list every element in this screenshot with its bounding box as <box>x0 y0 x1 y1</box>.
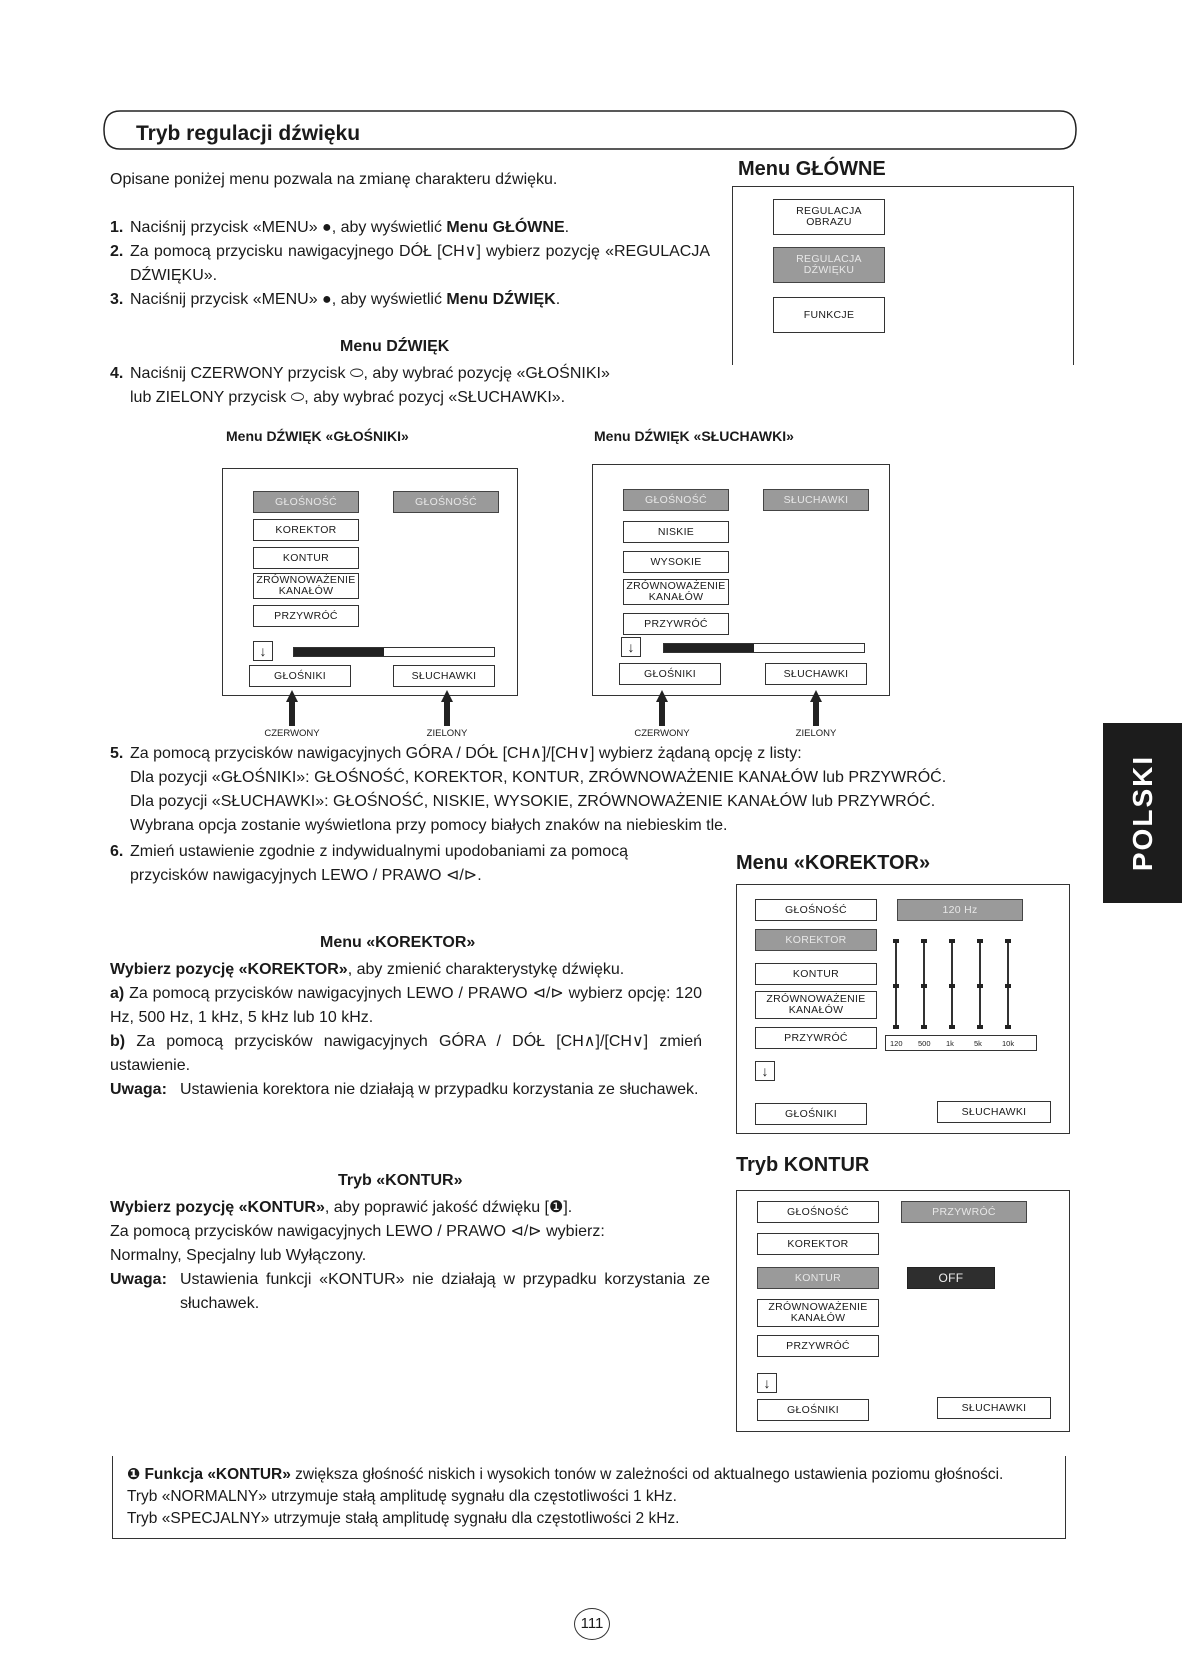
down-arrow-icon[interactable]: ↓ <box>755 1061 775 1081</box>
menu-item-kontur[interactable]: KONTUR <box>253 547 359 569</box>
menu-item-funkcje[interactable]: FUNKCJE <box>773 297 885 333</box>
eq-level-tick <box>893 984 899 988</box>
sluchawki-button[interactable]: SŁUCHAWKI <box>937 1101 1051 1123</box>
menu-glowne-panel <box>732 186 1074 365</box>
menu-item-zrownowazenie[interactable]: ZRÓWNOWAŻENIE KANAŁÓW <box>623 579 729 605</box>
eq-bottom-tick <box>921 1025 927 1029</box>
menu-item-korektor[interactable]: KOREKTOR <box>757 1233 879 1255</box>
eq-freq-label: 500 <box>918 1039 931 1048</box>
level-slider-fill <box>664 644 754 652</box>
korektor-panel <box>736 884 1070 1134</box>
eq-freq-label: 10k <box>1002 1039 1015 1048</box>
step-1: 1. Naciśnij przycisk «MENU» ●, aby wyświetlić Menu GŁÓWNE. <box>110 219 570 236</box>
menu-item-regulacja-obrazu[interactable]: REGULACJA OBRAZU <box>773 199 885 235</box>
eq-bottom-tick <box>977 1025 983 1029</box>
eq-level-tick <box>977 984 983 988</box>
eq-freq-label: 5k <box>974 1039 982 1048</box>
eq-freq-label: 120 <box>890 1039 903 1048</box>
glosniki-button[interactable]: GŁOŚNIKI <box>249 665 351 687</box>
kontur-panel <box>736 1190 1070 1432</box>
menu-item-niskie[interactable]: NISKIE <box>623 521 729 543</box>
down-arrow-icon[interactable]: ↓ <box>253 641 273 661</box>
intro-text: Opisane poniżej menu pozwala na zmianę charakteru dźwięku. <box>110 171 558 188</box>
steps-list <box>110 216 710 312</box>
menu-item-przywroc[interactable]: PRZYWRÓĆ <box>755 1027 877 1049</box>
menu-item-korektor[interactable]: KOREKTOR <box>755 929 877 951</box>
menu-item-przywroc[interactable]: PRZYWRÓĆ <box>757 1335 879 1357</box>
eq-freq-label: 1k <box>946 1039 954 1048</box>
menu-item-glosnosc[interactable]: GŁOŚNOŚĆ <box>757 1201 879 1223</box>
eq-top-tick <box>1005 939 1011 943</box>
korektor-section-heading: Menu «KOREKTOR» <box>320 934 476 951</box>
eq-bottom-tick <box>949 1025 955 1029</box>
menu-item-przywroc[interactable]: PRZYWRÓĆ <box>623 613 729 635</box>
menu-glowne-heading: Menu GŁÓWNE <box>738 158 886 180</box>
menu-item-kontur[interactable]: KONTUR <box>755 963 877 985</box>
step-4: 4. Naciśnij CZERWONY przycisk ⬭, aby wybrać pozycję «GŁOŚNIKI» lub ZIELONY przycisk ⬭, aby wybrać pozycj «SŁUCHAWKI». <box>110 365 610 406</box>
tab-right-value[interactable]: GŁOŚNOŚĆ <box>393 491 499 513</box>
page-title: Tryb regulacji dźwięku <box>136 122 361 145</box>
kontur-section-heading: Tryb «KONTUR» <box>338 1172 463 1189</box>
sluchawki-button[interactable]: SŁUCHAWKI <box>765 663 867 685</box>
glosniki-button[interactable]: GŁOŚNIKI <box>757 1399 869 1421</box>
kontur-section-body: Wybierz pozycję «KONTUR», aby poprawić jakość dźwięku [❶]. Za pomocą przycisków nawigacyjnych LEWO / PRAWO ⊲/⊳ wybierz: Normalny, Specjalny lub Wyłączony. Uwaga: Ustawienia funkcji «KONTUR» nie działają w przypadku korzystania ze słuchawek. <box>110 1199 710 1312</box>
tab-glosnosc[interactable]: GŁOŚNOŚĆ <box>623 489 729 511</box>
eq-bottom-tick <box>1005 1025 1011 1029</box>
menu-item-zrownowazenie[interactable]: ZRÓWNOWAŻENIE KANAŁÓW <box>757 1299 879 1327</box>
eq-top-tick <box>921 939 927 943</box>
down-arrow-icon[interactable]: ↓ <box>621 637 641 657</box>
korektor-menu-heading: Menu «KOREKTOR» <box>736 852 931 874</box>
diagram-glosniki-heading: Menu DŹWIĘK «GŁOŚNIKI» <box>226 428 409 444</box>
diagram-sluchawki-panel <box>592 464 890 696</box>
step-2: 2. Za pomocą przycisku nawigacyjnego DÓŁ [CH∨] wybierz pozycję «REGULACJA DŹWIĘKU». <box>110 243 710 284</box>
menu-item-glosnosc[interactable]: GŁOŚNOŚĆ <box>755 899 877 921</box>
tab-right-value[interactable]: PRZYWRÓĆ <box>901 1201 1027 1223</box>
sluchawki-button[interactable]: SŁUCHAWKI <box>937 1397 1051 1419</box>
menu-item-zrownowazenie[interactable]: ZRÓWNOWAŻENIE KANAŁÓW <box>755 991 877 1019</box>
tab-glosnosc[interactable]: GŁOŚNOŚĆ <box>253 491 359 513</box>
sluchawki-button[interactable]: SŁUCHAWKI <box>393 665 495 687</box>
menu-item-regulacja-dzwieku[interactable]: REGULACJA DŹWIĘKU <box>773 247 885 283</box>
page-number: 111 <box>574 1608 610 1640</box>
menu-dzwiek-heading: Menu DŹWIĘK <box>340 338 450 355</box>
eq-label-frame <box>885 1035 1037 1051</box>
eq-level-tick <box>1005 984 1011 988</box>
diagram-glosniki-panel <box>222 468 518 696</box>
green-label: ZIELONY <box>426 728 468 739</box>
step-3: 3. Naciśnij przycisk «MENU» ●, aby wyświetlić Menu DŹWIĘK. <box>110 291 561 308</box>
level-slider[interactable] <box>293 647 495 657</box>
diagram-sluchawki-heading: Menu DŹWIĘK «SŁUCHAWKI» <box>594 428 794 444</box>
eq-top-tick <box>893 939 899 943</box>
green-label: ZIELONY <box>795 728 837 739</box>
eq-level-tick <box>921 984 927 988</box>
glosniki-button[interactable]: GŁOŚNIKI <box>755 1103 867 1125</box>
language-tab: POLSKI <box>1103 723 1182 903</box>
korektor-section-body: Wybierz pozycję «KOREKTOR», aby zmienić charakterystykę dźwięku. a) Za pomocą przycisków nawigacyjnych LEWO / PRAWO ⊲/⊳ wybierz opcję: 120 Hz, 500 Hz, 1 kHz, 5 kHz lub 10 kHz. b) Za pomocą przycisków nawigacyjnych GÓRA / DÓŁ [CH∧]/[CH∨] zmień ustawienie. Uwaga: Ustawienia korektora nie działają w przypadku korzystania ze słuchawek. <box>110 961 702 1098</box>
menu-item-zrownowazenie[interactable]: ZRÓWNOWAŻENIE KANAŁÓW <box>253 573 359 599</box>
red-label: CZERWONY <box>264 728 320 739</box>
down-arrow-icon[interactable]: ↓ <box>757 1373 777 1393</box>
menu-item-korektor[interactable]: KOREKTOR <box>253 519 359 541</box>
red-label: CZERWONY <box>634 728 690 739</box>
step-6: 6. Zmień ustawienie zgodnie z indywidualnymi upodobaniami za pomocą przycisków nawigacyjnych LEWO / PRAWO ⊲/⊳. <box>110 843 629 884</box>
kontur-menu-heading: Tryb KONTUR <box>736 1154 870 1176</box>
equalizer[interactable] <box>885 933 1037 1051</box>
menu-item-wysokie[interactable]: WYSOKIE <box>623 551 729 573</box>
footnote-box: ❶ Funkcja «KONTUR» zwiększa głośność niskich i wysokich tonów w zależności od aktualnego ustawienia poziomu głośności. Tryb «NORMALNY» utrzymuje stałą amplitudę sygnału dla częstotliwości 1 kHz. Tryb «SPECJALNY» utrzymuje stałą amplitudę sygnału dla częstotliwości 2 kHz. <box>112 1456 1066 1539</box>
eq-top-tick <box>949 939 955 943</box>
menu-item-przywroc[interactable]: PRZYWRÓĆ <box>253 605 359 627</box>
menu-item-kontur[interactable]: KONTUR <box>757 1267 879 1289</box>
tab-sluchawki[interactable]: SŁUCHAWKI <box>763 489 869 511</box>
eq-top-tick <box>977 939 983 943</box>
step-5: 5. Za pomocą przycisków nawigacyjnych GÓRA / DÓŁ [CH∧]/[CH∨] wybierz żądaną opcję z listy: Dla pozycji «GŁOŚNIKI»: GŁOŚNOŚĆ, KOREKTOR, KONTUR, ZRÓWNOWAŻENIE KANAŁÓW lub PRZYWRÓĆ. Dla pozycji «SŁUCHAWKI»: GŁOŚNOŚĆ, NISKIE, WYSOKIE, ZRÓWNOWAŻENIE KANAŁÓW lub PRZYWRÓĆ. Wybrana opcja zostanie wyświetlona przy pomocy białych znaków na niebieskim tle. <box>110 745 947 834</box>
level-slider-fill <box>294 648 384 656</box>
glosniki-button[interactable]: GŁOŚNIKI <box>619 663 721 685</box>
kontur-value[interactable]: OFF <box>907 1267 995 1289</box>
eq-bottom-tick <box>893 1025 899 1029</box>
eq-level-tick <box>949 984 955 988</box>
frequency-value[interactable]: 120 Hz <box>897 899 1023 921</box>
level-slider[interactable] <box>663 643 865 653</box>
